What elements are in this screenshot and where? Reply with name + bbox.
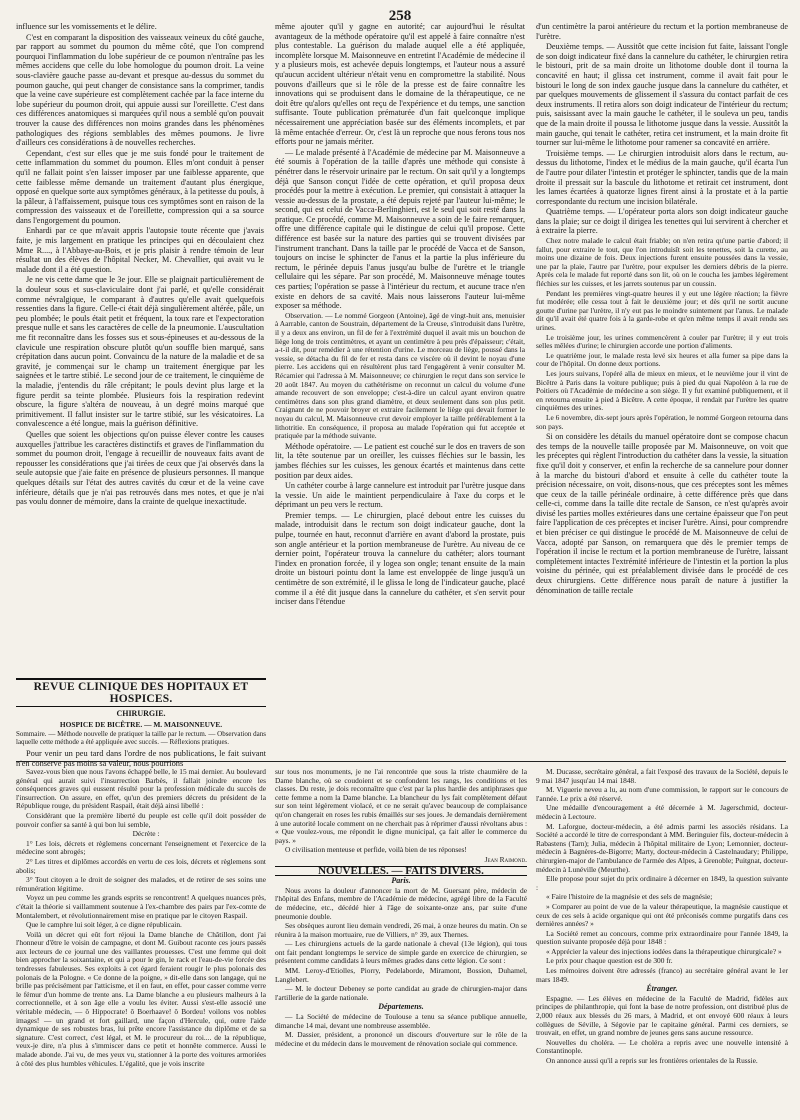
feuilleton-paragraph: sur tous nos monuments, je ne l'ai rencontrée que sous la triste chaumière de la Dame blanche, où se coudoient et se confondent les rangs, les conditions et les classes. Du reste, je dois reconnaître que c'est par la plus hardie des antiphrases que cette femme a nom la Dame blanche. La blancheur du lys fait complètement défaut sur son teint légèrement violacé, et ce ne serait qu'avec beaucoup de complaisance qu'on changerait en roses les rubis émaillés sur ses joues. Je demandais dernièrement à une autorité locale comment on ne cherchait pas à réprimer d'aussi révoltans abus : « Que voulez-vous, me répondit le digne municipal, ça fait aller le commerce du pays. » <box>275 768 527 845</box>
news-paragraph: « Faire l'histoire de la magnésie et des sels de magnésie; <box>546 892 713 902</box>
paragraph: Troisième temps. — Le chirurgien introduisit alors dans le rectum, au-dessus du lithotome, l'index et le médius de la main gauche, qu'il écarta l'un de l'autre pour dilater l'intestin et protéger le sphincter, tandis que de la main droite il pressait sur la bascule du lithotome et retirait cet instrument, dont les lames écartées à quatorze lignes firent ainsi à la prostate et à la partie correspondante du rectum une incision bilatérale. <box>536 148 788 206</box>
column-right-bottom <box>536 768 788 1114</box>
hospital-heading: HOSPICE DE BICÊTRE. — M. MAISONNEUVE. <box>59 720 223 729</box>
small-paragraph: Le quatrième jour, le malade resta levé six heures et alla fumer sa pipe dans la cour de l'hôpital. On donne deux portions. <box>536 350 788 369</box>
news-paragraph: Une médaille d'encouragement a été décernée à M. Jagerschmid, docteur-médecin à Lectoure. <box>536 803 788 821</box>
small-paragraph: Les jours suivans, l'opéré alla de mieux en mieux, et le neuvième jour il vint de Bicêtre à Paris dans la voiture publique; puis à pied du quai Napoléon à la rue de Poitiers où l'Académie de médecine a son siège. Il y fut examiné publiquement, et il en retourna ensuite à pied à Bicêtre. A cette époque, il rendait par l'urètre les quatre cinquièmes des urines. <box>536 368 788 413</box>
paragraph: — Le malade présenté à l'Académie de médecine par M. Maisonneuve a été soumis à l'opération de la taille d'après une méthode qui consiste à pénétrer dans le réservoir urinaire par le rectum. On sait qu'il y a longtemps déjà que Sanson conçut l'idée de cette opération, et qu'il proposa deux procédés pour la mettre à exécution. Le premier, qui consistait à attaquer la vessie au-dessus de la prostate, a été depuis rejeté par l'auteur lui-même; le second, qui est celui de Vacca-Berlinghieri, est le seul qui soit resté dans la pratique. Ce procédé, comme M. Maisonneuve a soin de le faire remarquer, offre une différence capitale qui le distingue de celui qu'il propose. Cette différence est basée sur la nature des parties qui se trouvent divisées par l'instrument tranchant. Dans la taille par le procédé de Vacca et de Sanson, toujours on incise le sphincter de l'anus et la partie la plus inférieure du rectum, le périnée depuis l'anus jusqu'au bulbe de l'urètre et le triangle cellulaire qui les sépare. Par son procédé, M. Maisonneuve ménage toutes ces parties; l'opération se passe à l'intérieur du rectum, et aucune trace n'en existe en dehors de sa cavité. Mais nous laisserons l'auteur lui-même exposer sa méthode. <box>275 147 525 311</box>
news-paragraph: M. Laforgue, docteur-médecin, a été admis parmi les associés résidans. La Société a accordé le titre de correspondant à MM. Beringuier fils, docteur-médecin à Rabastens (Tarn); Julia, médecin à l'hôpital militaire de Lyon; Lemonnier, docteur-médecin à Bagnères-de-Bigorre; Marty, docteur-médecin à Castelnaudary; Philippe, chirurgien-major de l'ambulance de l'armée des Alpes, à Grenoble; Puitgnat, docteur-médecin à Lunéville (Meurthe). <box>536 821 788 874</box>
paragraph: même ajouter qu'il y gagne en autorité; car aujourd'hui le résultat avantageux de la méthode opératoire qu'il est appelé à faire connaître n'est plus contestable. La guérison du malade auquel elle a été appliquée, incomplète lorsque M. Maisonneuve en entretint l'Académie de médecine il y a plusieurs mois, est achevée depuis longtemps, et l'auteur nous a assuré qu'aucun accident ultérieur n'était venu en compromettre la stabilité. Nous pouvons d'ailleurs que si le rôle de la presse est de faire connaître les innovations qui se produisent dans le domaine de la thérapeutique, ce ne doit être qu'alors qu'elles ont reçu de l'expérience et du temps, une sanction suffisante. Toute publication prématurée d'un fait quelconque implique nécessairement une appréciation basée sur des éléments incomplets, et par là même entachée d'erreur. Or, c'est là un reproche que nous ferons tous nos efforts pour ne jamais mériter. <box>275 22 525 147</box>
paragraph: C'est en comparant la disposition des vaisseaux veineux du côté gauche, par rapport au sommet du poumon du même côté, que l'on comprend pourquoi l'inflammation du lobe supérieur de ce poumon n'entraîne pas les mêmes accidens que celle du lobe homologue du poumon droit. La veine sous-clavière gauche passe au-devant et presque au-dessus du sommet du poumon gauche, qui peut changer de consistance sans la comprimer, tandis que la veine cave supérieure est complètement cachée par la face interne du lobe supérieur du poumon droit, qui appuie aussi sur l'oreillette. C'est dans ces différences anatomiques si marquées qu'il nous a semblé qu'on pouvait trouver la cause des différences non moins grandes dans les phénomènes pathologiques des régions semblables des mêmes poumons. Je livre d'ailleurs ces considérations à de nouvelles recherches. <box>16 32 264 148</box>
column-right-top <box>536 22 788 700</box>
news-paragraph: Elle propose pour sujet du prix ordinaire à décerner en 1849, la question suivante : <box>536 874 788 892</box>
paragraph: d'un centimètre la paroi antérieure du rectum et la portion membraneuse de l'urètre. <box>536 22 788 41</box>
news-heading: NOUVELLES. — FAITS DIVERS. <box>275 866 527 877</box>
paragraph: Quelles que soient les objections qu'on puisse élever contre les causes auxquelles j'attribue les caractères distinctifs et graves de l'inflammation du sommet du poumon droit, l'engage à recueillir de nouveaux faits avant de repousser les considérations que j'ai tirées de ceux que j'ai observés dans la seule autopsie que j'aie faite en présence de plusieurs personnes. Il manque quelques détails sur l'état des autres cavités du cœur et de la veine cave inférieure, détails que je n'ai pas retrouvés dans mes notes, et que je n'ai pas voulu donner de mémoire, dans la crainte de quelque inexactitude. <box>16 429 264 507</box>
paragraph: Quatrième temps. — L'opérateur porta alors son doigt indicateur gauche dans la plaie; sur ce doigt il dirigea les tenettes qui lui servirent à chercher et à extraire la pierre. <box>536 207 788 236</box>
small-paragraph: Pendant les premières vingt-quatre heures il y eut une légère réaction; la fièvre fut modérée; elle cessa tout à fait le deuxième jour; et dès qu'il ne sortit aucune goutte d'urine par l'urètre, il n'y eut pas le moindre suintement par l'anus. Le malade dit qu'il avait été quatre fois à la garde-robe et qu'en même temps il avait rendu ses urines. <box>536 288 788 332</box>
news-paragraph: Nouvelles du choléra. — Le choléra a repris avec une nouvelle intensité à Constantinople. <box>536 1037 788 1056</box>
small-paragraph: Chez notre malade le calcul était friable; on n'en retira qu'une partie d'abord; il fallut, pour extraire le tout, que l'on introduisît soit les tenettes, soit la curette, au moins une dizaine de fois. Deux injections furent ensuite poussées dans la vessie, une par la plaie, l'autre par l'urètre, pour expulser les derniers débris de la pierre. Après cela le malade fut reporté dans son lit, où on le coucha les jambes légèrement fléchies sur les cuisses, et les jarrets soutenus par un coussin. <box>536 236 788 289</box>
column-middle-top <box>275 22 525 700</box>
observation-paragraph: Observation. — Le nommé Gorgeon (Antoine), âgé de vingt-huit ans, menuisier à Aarrable, canton de Soustrain, département de la Creuse, s'introduisit dans l'urètre, il y a deux ans environ, un fil de fer à l'extrémité duquel il avait mis un bouchon de liège long de trois centimètres, et ayant un centimètre à peu près d'épaisseur; c'était, a-t-il dit, pour remédier à une rétention d'urine. Le morceau de liège, poussé dans la vessie, se détacha du fil de fer et resta dans ce viscère où il devint le noyau d'une pierre. Les accidens qui en résultèrent plus tard l'engagèrent à venir consulter M. Récamier qui l'adressa à M. Maisonneuve; ce chirurgien le reçut dans son service le 20 août 1847. Au moyen du cathétérisme on reconnut un calcul du volume d'une amande recouvert de son enveloppe; c'est-à-dire un calcul ayant environ quatre centimètres dans son plus grand diamètre, et deux seulement dans son plus petit. Craignant de ne pouvoir broyer et extraire facilement le liège qui devait former le noyau du calcul, M. Maisonneuve crut devoir employer la taille préférablement à la lithotritie. En conséquence, il proposa au malade l'opération qui fut acceptée et pratiquée par la méthode suivante. <box>275 310 525 441</box>
page-number: 258 <box>388 8 412 24</box>
paragraph: Je ne vis cette dame que le 3e jour. Elle se plaignait particulièrement de la douleur sous et sus-claviculaire dont j'ai parlé, et qu'elle considérait comme névralgique, le comparant à d'autres qu'elle avait quelquefois ressenties dans la figure. Celle-ci était déjà singulièrement altérée, pâle, un peu plombée; le pouls était petit et fréquent, la toux rare et l'expectoration presque nulle et sans les caractères de celle de la pneumonie. L'auscultation me fit reconnaître dans les fosses sus et sous-épineuses et au-dessous de la clavicule une respiration obscure plutôt qu'un souffle bien marqué, sans crépitation dans aucun point. Convaincu de la nature de la maladie et de sa gravité, je commençai sur le champ un traitement énergique par les saignées et le tartre stibié. Le second jour de ce traitement, le cinquième de la maladie, j'entendis du râle crépitant; le pouls devint plus large et la figure perdit sa teinte plombée. Plusieurs fois la respiration redevint obscure, la figure s'altéra de nouveau, à un degré moins marqué que primitivement. Il fallut insister sur le tartre stibié, sur les vésicatoires. La convalescence a été longue, mais la guérison définitive. <box>16 275 264 429</box>
news-paragraph: » Comparer au point de vue de la valeur thérapeutique, la magnésie caustique et ceux de ces sels à acide organique qui ont été préconisés comme purgatifs dans ces dernières années? » <box>536 901 788 929</box>
paragraph: Un cathéter courbe à large cannelure est introduit par l'urètre jusque dans la vessie. Un aide le maintient perpendiculaire à l'axe du corps et le déprimant un peu vers le rectum. <box>275 481 525 510</box>
feuilleton-paragraph: 2° Les titres et diplômes accordés en vertu de ces lois, décrets et règlemens sont abolis; <box>16 856 266 875</box>
section-subtitle: CHIRURGIE. <box>116 709 166 718</box>
news-paragraph: Le prix pour chaque question est de 300 fr. <box>546 956 673 966</box>
feuilleton-paragraph: Savez-vous bien que nous l'avons échappé belle, le 15 mai dernier. Au boulevard général qui aurait suivi l'insurrection Barbès, il fallait joindre encore les conséquences graves qui eussent résulté pour la profession médicale du succès de l'insurrection. On assure, en effet, qu'un des premiers décrets du président de la République rouge, du président Raspail, était déjà ainsi libellé : <box>16 768 266 811</box>
small-paragraph: Le 6 novembre, dix-sept jours après l'opération, le nommé Gorgeon retourna dans son pays. <box>536 412 788 431</box>
paragraph: Deuxième temps. — Aussitôt que cette incision fut faite, laissant l'ongle de son doigt indicateur fixé dans la cannelure du cathéter, le chirurgien retira le bistouri, prit de sa main droite un lithotome double dont il tourna la concavité en haut; il glissa cet instrument, comme il avait fait pour le bistouri le long de son index gauche jusque dans la cannelure du cathéter, et par quelques mouvements de glissement il s'assura du contact parfait de ces deux instruments. Il retira alors son doigt indicateur de l'intérieur du rectum; puis, saisissant avec la main gauche le cathéter, il le souleva un peu, tandis que de la main droite il poussa le lithotome jusque dans la vessie. Aussitôt la main gauche, qui tenait le cathéter, retira cet instrument, et la main droite fit tourner sur lui-même le lithotome pour ramener sa concavité en arrière. <box>536 42 788 148</box>
paragraph: Méthode opératoire. — Le patient est couché sur le dos en travers de son lit, la tête soutenue par un oreiller, les cuisses fléchies sur le bassin, les jambes fléchies sur les cuisses, les genoux écartés et maintenus dans cette position par deux aides. <box>275 441 525 480</box>
feuilleton-paragraph: O civilisation menteuse et perfide, voilà bien de tes réponses! <box>285 845 467 855</box>
news-paragraph: Ses obsèques auront lieu demain vendredi, 26 mai, à onze heures du matin. On se réunira à la maison mortuaire, rue de Villiers, n° 39, aux Thernes. <box>275 921 527 939</box>
news-paragraph: Les mémoires doivent être adressés (franco) au secrétaire général avant le 1er mars 1849. <box>536 966 788 984</box>
news-place: Paris. <box>391 876 411 886</box>
small-paragraph: Le troisième jour, les urines commencèrent à couler par l'urètre; il y eut trois selles mêlées d'urine; le chirurgien accorde une portion d'aliments. <box>536 332 788 351</box>
divider-rule <box>16 761 786 762</box>
paragraph: Cependant, c'est sur elles que je me suis fondé pour le traitement de cette inflammation du sommet du poumon. Elles m'ont conduit à penser qu'il ne fallait point s'en laisser imposer par une faiblesse apparente, que cette faiblesse même demande un traitement d'autant plus énergique, opposé en quelque sorte aux symptômes généraux, à la petitesse du pouls, à la pâleur, à l'affaissement, puisque tous ces symptômes sont en raison de la compression des vaisseaux et de l'oreillette, compression qui a sa source dans l'engorgement du poumon. <box>16 148 264 225</box>
column-left-top <box>16 22 264 672</box>
column-middle-bottom <box>275 768 527 1114</box>
paragraph: Pour venir un peu tard dans l'ordre de nos publications, le fait suivant n'en conserve pas moins sa valeur, nous pourrions <box>16 749 266 768</box>
feuilleton-paragraph: Considérant que la première liberté du peuple est celle qu'il doit posséder de pouvoir confier sa santé à qui bon lui semble, <box>16 810 266 829</box>
paragraph: Si on considère les détails du manuel opératoire dont se compose chacun des temps de la nouvelle taille proposée par M. Maisonneuve, on voit que les préceptes qui règlent l'introduction du cathéter dans la vessie, la situation fixe qu'il doit y conserver, et enfin la recherche de sa cannelure pour donner à la marche du bistouri d'abord et ensuite à celle du cathéter toute la précision nécessaire, on voit, disons-nous, que ces préceptes sont les mêmes que ceux de la taille périnéale ordinaire, à cette différence près que dans celle-ci, comme dans la taille dite rectale de Sanson, ce n'est qu'après avoir divisé les parties molles extérieures dans une certaine épaisseur que l'on peut faire l'application de ces préceptes et inciser l'urètre. Ainsi, pour comprendre et bien préciser ce qui distingue le procédé de M. Maisonneuve de celui de Vacca, adopté par Sanson, on remarquera que dès le premier temps de l'opération il incise le rectum et la portion membraneuse de l'urètre, laissant complètement intactes l'extrémité inférieure de l'intestin et la portion la plus voisine du périnée, qui est préalablement divisée dans le procédé de ces deux chirurgiens. Cette différence nous paraît de nature à justifier la dénomination de taille rectale <box>536 432 788 595</box>
feuilleton-paragraph: Voyez un peu comme les grands esprits se rencontrent! A quelques nuances près, c'était la théorie si vaillamment soutenue à l'ex-chambre des pairs par l'ex-comte de Montalembert, et révolutionnairement mise en pratique par le citoyen Raspail. <box>16 893 266 920</box>
feuilleton-paragraph: 3° Tout citoyen a le droit de soigner des malades, et de retirer de ses soins une rémunération légitime. <box>16 875 266 893</box>
news-paragraph: La Société remet au concours, comme prix extraordinaire pour l'année 1849, la question suivante proposée déjà pour 1848 : <box>536 928 788 947</box>
summary: Sommaire. — Méthode nouvelle de pratiquer la taille par le rectum. — Observation dans laquelle cette méthode a été appliquée avec succès. — Réflexions pratiques. <box>16 730 266 746</box>
news-paragraph: Espagne. — Les élèves en médecine de la Faculté de Madrid, fidèles aux principes de philanthropie, qui font la base de notre profession, ont distribué plus de 2,000 réaux aux blessés du 26 mars, à Madrid, et ont envoyé 600 réaux à leurs collègues de Séville, à Ségovie par le capitaine général. Parmi ces derniers, se trouvait, en effet, un grand nombre de jeunes gens sans aucune ressource. <box>536 993 788 1038</box>
feuilleton-paragraph: Décrète : <box>132 829 160 839</box>
news-paragraph: — La Société de médecine de Toulouse a tenu sa séance publique annuelle, dimanche 14 mai, devant une nombreuse assemblée. <box>275 1012 527 1030</box>
author-signature: Jean Raimond. <box>484 854 527 864</box>
paragraph: influence sur les vomissements et le délire. <box>16 22 157 31</box>
news-paragraph: M. Dassier, président, a prononcé un discours d'ouverture sur le rôle de la médecine et du médecin dans le mouvement de rénovation sociale qui commence. <box>275 1030 527 1048</box>
news-departements: Départemens. <box>378 1002 424 1012</box>
news-paragraph: — Les chirurgiens actuels de la garde nationale à cheval (13e légion), qui tous ont fait pendant longtemps le service de simple garde en exercice de chirurgien, se présentent comme candidats à leurs mêmes grades dans cette légion. Ce sont : <box>275 939 527 966</box>
paragraph: Enhardi par ce que m'avait appris l'autopsie toute récente que j'avais faite, je mis largement en pratique les principes qui en découlaient chez Mme R...., à l'Abbaye-au-Bois, et je pris plaisir à rendre témoin de leur résultat un des élèves de l'hôpital Necker, M. Chevallier, qui avait vu le malade dont il a été question. <box>16 226 264 274</box>
news-etranger: Étranger. <box>646 984 678 994</box>
news-paragraph: « Apprécier la valeur des injections iodées dans la thérapeutique chirurgicale? » <box>546 946 782 956</box>
feuilleton-paragraph: Voilà un décret qui eût fort réjoui la Dame blanche de Châtillon, dont j'ai l'honneur d'être le voisin de campagne, et dont M. Guibout raconte ces jours passés aux lecteurs de ce journal une des vaillantes prouesses. C'est une femme qui doit bien approcher la soixantaine, et qui a pour le gin, le rack et l'eau-de-vie forcée des tendresses fabuleuses. Ses exploits à cet égard feraient rougir le plus polonais des polonais de la Pologne. « Ce donne de la poigne, » dit-elle dans son langage, qui ne brille pas précisément par l'atticisme, et il en faut, en effet, pour casser comme verre le fémur d'un homme de trente ans. La Dame blanche a eu plusieurs malheurs à la correctionnelle, et à son âge elle a voulu les éviter. Aussi s'est-elle associé une véritable médecin, — ô Hippocrate! ô Boerhaave! ô Bordeu! voilons vos nobles images! — un grand et fort gaillard, une façon d'Hercule, qui, outre l'aide dynamique de ses robustes bras, lui prête encore l'assistance du diplôme et de sa signature. C'est correct, c'est légal, et M. le procureur du roi.... de la république, veux-je dire, n'a plus à s'immiscer dans ce petit et honnête commerce. Aussi le malade abonde. J'ai vu, de mes yeux vu, stationner à la porte des voitures armoriées à côté des plus humbles véhicules. L'égalité, que je vois inscrite <box>16 929 266 1068</box>
paragraph: Premier temps. — Le chirurgien, placé debout entre les cuisses du malade, introduisit dans le rectum son doigt indicateur gauche, dont la pulpe, tournée en haut, reconnut d'arrière en avant d'abord la prostate, puis son angle antérieur et la portion membraneuse de l'urètre. Au niveau de ce dernier point, l'opérateur trouva la cannelure du cathéter; alors tournant l'index en pronation forcée, il y logea son ongle; tenant ensuite de la main droite un bistouri pointu dont la lame est enveloppée de linge jusqu'à un centimètre de son extrémité, il le glissa le long de l'indicateur gauche, placé comme il a été dit jusque dans la cannelure du cathéter, et s'en servit pour inciser dans l'étendue <box>275 510 525 607</box>
news-paragraph: — M. le docteur Debeney se porte candidat au grade de chirurgien-major dans l'artillerie de la garde nationale. <box>275 984 527 1002</box>
news-paragraph: M. Ducasse, secrétaire général, a fait l'exposé des travaux de la Société, depuis le 9 mai 1847 jusqu'au 14 mai 1848. <box>536 768 788 785</box>
column-left-bottom <box>16 768 266 1114</box>
news-paragraph: On annonce aussi qu'il a repris sur les frontières orientales de la Russie. <box>546 1056 758 1065</box>
feuilleton-paragraph: Que le camphre lui soit léger, à ce digne républicain. <box>26 920 182 930</box>
news-paragraph: Nous avons la douleur d'annoncer la mort de M. Guersant père, médecin de l'hôpital des Enfans, membre de l'Académie de médecine, agrégé libre de la Faculté de médecine, etc., décédé hier à l'âge de soixante-onze ans, par suite d'une pneumonie double. <box>275 885 527 921</box>
feuilleton-paragraph: 1° Les lois, décrets et règlemens concernant l'enseignement et l'exercice de la médecine sont abrogés; <box>16 838 266 857</box>
section-title: REVUE CLINIQUE DES HOPITAUX ET HOSPICES. <box>16 678 266 707</box>
news-paragraph: MM. Leroy-d'Etiolles, Piorry, Pedelaborde, Miramont, Bossion, Duhamel, Langlebert. <box>275 966 527 984</box>
news-paragraph: M. Viguerie neveu a lu, au nom d'une commission, le rapport sur le concours de l'année. Le prix a été réservé. <box>536 785 788 803</box>
revue-clinique-section <box>16 678 266 768</box>
